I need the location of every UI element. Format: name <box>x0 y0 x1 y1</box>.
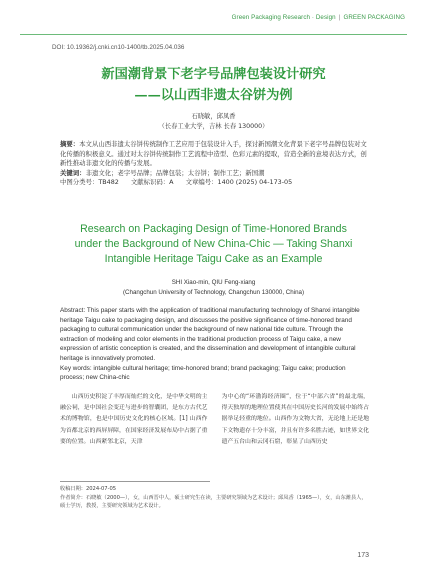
received-date: 收稿日期：2024-07-05 <box>60 486 117 492</box>
en-authors: SHI Xiao-min, QIU Feng-xiang <box>171 279 256 286</box>
author-bio: 作者简介：石晓敏（2000—），女，山西晋中人，硕士研究生在读，主要研究领域为艺术设计；邱凤香（1965—），女，山东潍县人，硕士学历，教授，主要研究领域为艺术设计。 <box>60 494 367 510</box>
en-author-block <box>0 278 427 297</box>
header-separator: | <box>338 14 341 21</box>
en-abstract-block <box>60 306 369 383</box>
body-column-right <box>222 392 370 474</box>
cn-abstract <box>60 140 369 169</box>
running-header <box>0 14 427 30</box>
body-paragraph-left: 山西历史积淀了丰厚而灿烂的文化，是中华文明的主融公祠，是中国社会变迁与进步的智囊团，是东方古代艺术的博物馆，也是中国历史文化的核心区域。[1] 山西作为首都北京的西屏屏障，在国家经济发展布局中占据了重要的位置。山西紧邻北京，天津 <box>60 394 208 445</box>
footnotes <box>60 485 369 511</box>
en-title <box>40 222 387 268</box>
header-rule <box>20 34 407 35</box>
journal-header <box>232 14 405 21</box>
en-title-line-2: under the Background of New China-Chic — Taking Shanxi <box>74 238 353 251</box>
cn-title <box>0 64 427 106</box>
cn-keywords <box>60 169 369 179</box>
document-code: 文献标识码：A <box>130 178 174 187</box>
body-column-left <box>60 392 208 474</box>
en-affiliation: (Changchun University of Technology, Changchun 130000, China) <box>122 288 305 296</box>
journal-section: Green Packaging Research · Design <box>231 14 336 21</box>
en-abstract-text: This paper starts with the application of traditional manufacturing technology of Shanxi intangible heritage Taigu cake to packaging design, and discusses the positive significance of time-honored brand packaging to cultural communication under the background of new national tide culture. Through the extraction of modeling and color elements in the traditional production process of Taigu cake, a new expression of artistic conception is created, and the dissemination and development of intangible cultural heritage is innovatively promoted. <box>60 307 360 362</box>
cn-keywords-text: 非遗文化；老字号品牌；品牌包装；太谷饼；制作工艺；新国潮 <box>85 168 265 177</box>
en-keywords-text: intangible cultural heritage; time-honored brand; brand packaging; Taigu cake; production process; new China-chic <box>60 364 346 382</box>
en-title-line-1: Research on Packaging Design of Time-Honored Brands <box>80 223 347 235</box>
cn-authors: 石晓敏，邱凤香 <box>191 113 236 120</box>
en-title-line-3: Intangible Heritage Taigu Cake as an Example <box>104 253 323 266</box>
cn-title-line-2: ——以山西非遗太谷饼为例 <box>134 88 293 103</box>
footnote-rule <box>60 481 210 482</box>
cn-abstract-label: 摘要： <box>60 140 80 148</box>
cn-classification <box>60 178 369 188</box>
body-paragraph-right: 为中心的“环渤海经济圈”，位于“中部六省”的最北端，得天独厚的地理位置使其在中国历史长河的发展中始终占据举足轻重的地位。山西作为文物大省，无论地上还是地下文物遗存十分丰富，并且有许多名胜古迹，如世界文化遗产五台山和云冈石窟，彰显了山西历史 <box>221 394 369 445</box>
cn-abstract-text: 本文从山西非遗太谷饼传统制作工艺应用于包装设计入手，探讨新国潮文化背景下老字号品牌包装对文化传播的积极意义。通过对太谷饼传统制作工艺流程中造型、色彩元素的提取，营造全新的意境表达方式，创新性推动非遗文化的传播与发展。 <box>60 140 367 168</box>
en-keywords-label: Key words: <box>60 364 92 372</box>
en-abstract-label: Abstract: <box>60 307 86 314</box>
body-text <box>60 392 369 474</box>
en-keywords <box>60 364 369 383</box>
journal-name: GREEN PACKAGING <box>343 14 405 21</box>
cn-author-block <box>0 112 427 132</box>
doi: DOI: 10.19362/j.cnki.cn10-1400/tb.2025.04.036 <box>52 44 185 51</box>
cn-abstract-block <box>60 140 369 188</box>
page-number: 173 <box>357 552 369 559</box>
cn-title-line-1: 新国潮背景下老字号品牌包装设计研究 <box>101 67 326 82</box>
clc-number: 中图分类号：TB482 <box>60 178 119 187</box>
en-abstract <box>60 306 369 364</box>
cn-affiliation: （长春工业大学，吉林 长春 130000） <box>158 123 269 130</box>
article-number: 文章编号：1400 (2025) 04-173-05 <box>185 178 293 187</box>
cn-keywords-label: 关键词： <box>60 168 86 177</box>
